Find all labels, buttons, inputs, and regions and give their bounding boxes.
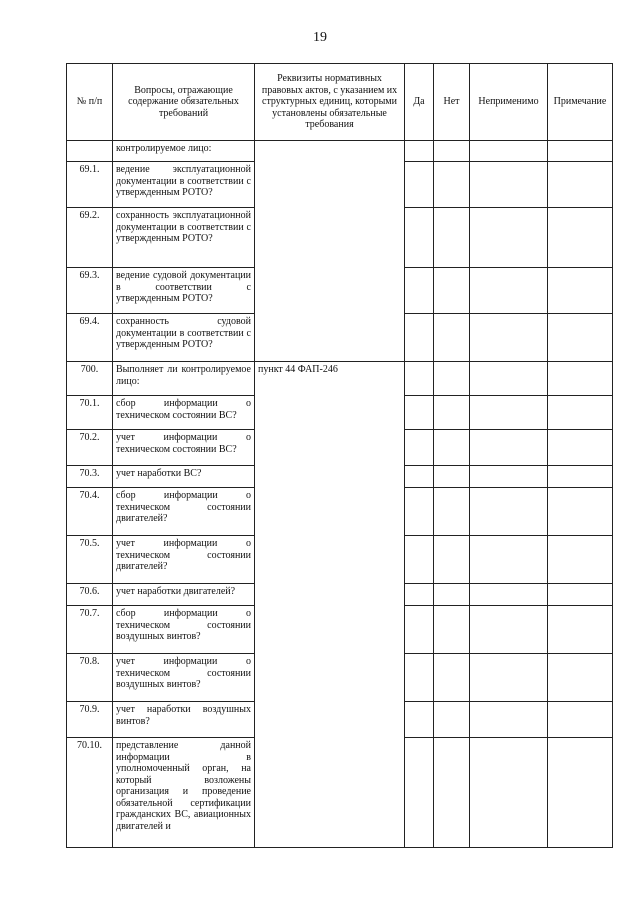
row-question: представление данной информации в уполномоченный орган, на который возложены организация и проведение обязательной сертификации гражданских ВС, авиационных двигателей и bbox=[113, 738, 255, 848]
row-question: контролируемое лицо: bbox=[113, 141, 255, 162]
answer-no-cell[interactable] bbox=[434, 208, 470, 268]
row-num: 70.8. bbox=[67, 654, 113, 702]
row-num bbox=[67, 141, 113, 162]
checklist-table bbox=[66, 63, 613, 848]
answer-no-cell[interactable] bbox=[434, 654, 470, 702]
answer-no-cell[interactable] bbox=[434, 738, 470, 848]
answer-no-cell[interactable] bbox=[434, 606, 470, 654]
header-requisites: Реквизиты нормативных правовых актов, с указанием их структурных единиц, которыми установлены обязательные требования bbox=[255, 64, 405, 141]
row-num: 69.4. bbox=[67, 314, 113, 362]
note-cell[interactable] bbox=[548, 606, 613, 654]
note-cell[interactable] bbox=[548, 654, 613, 702]
answer-na-cell[interactable] bbox=[470, 654, 548, 702]
answer-yes-cell[interactable] bbox=[405, 738, 434, 848]
row-question: учет наработки воздушных винтов? bbox=[113, 702, 255, 738]
answer-yes-cell[interactable] bbox=[405, 466, 434, 488]
row-num: 70.9. bbox=[67, 702, 113, 738]
header-no: Нет bbox=[434, 64, 470, 141]
note-cell[interactable] bbox=[548, 702, 613, 738]
row-num: 69.2. bbox=[67, 208, 113, 268]
page-number: 19 bbox=[313, 30, 327, 45]
answer-no-cell[interactable] bbox=[434, 488, 470, 536]
row-num: 69.1. bbox=[67, 162, 113, 208]
answer-no-cell[interactable] bbox=[434, 314, 470, 362]
row-question: сбор информации о техническом состоянии двигателей? bbox=[113, 488, 255, 536]
row-num: 70.6. bbox=[67, 584, 113, 606]
answer-na-cell[interactable] bbox=[470, 536, 548, 584]
answer-no-cell[interactable] bbox=[434, 702, 470, 738]
answer-yes-cell[interactable] bbox=[405, 606, 434, 654]
answer-no-cell[interactable] bbox=[434, 584, 470, 606]
answer-yes-cell[interactable] bbox=[405, 362, 434, 396]
note-cell[interactable] bbox=[548, 430, 613, 466]
row-question: учет информации о техническом состоянии ВС? bbox=[113, 430, 255, 466]
note-cell[interactable] bbox=[548, 314, 613, 362]
row-num: 70.2. bbox=[67, 430, 113, 466]
row-num: 70.3. bbox=[67, 466, 113, 488]
answer-no-cell[interactable] bbox=[434, 396, 470, 430]
note-cell[interactable] bbox=[548, 396, 613, 430]
answer-yes-cell[interactable] bbox=[405, 654, 434, 702]
note-cell[interactable] bbox=[548, 738, 613, 848]
note-cell[interactable] bbox=[548, 362, 613, 396]
row-num: 70.10. bbox=[67, 738, 113, 848]
answer-yes-cell[interactable] bbox=[405, 162, 434, 208]
row-question: сохранность эксплуатационной документации в соответствии с утвержденным РОТО? bbox=[113, 208, 255, 268]
answer-yes-cell[interactable] bbox=[405, 268, 434, 314]
answer-na-cell[interactable] bbox=[470, 208, 548, 268]
header-note: Примечание bbox=[548, 64, 613, 141]
answer-no-cell[interactable] bbox=[434, 268, 470, 314]
row-num: 70.5. bbox=[67, 536, 113, 584]
answer-no-cell[interactable] bbox=[434, 536, 470, 584]
answer-na-cell[interactable] bbox=[470, 162, 548, 208]
answer-yes-cell[interactable] bbox=[405, 314, 434, 362]
note-cell[interactable] bbox=[548, 141, 613, 162]
row-num: 70.1. bbox=[67, 396, 113, 430]
note-cell[interactable] bbox=[548, 162, 613, 208]
header-num: № п/п bbox=[67, 64, 113, 141]
answer-no-cell[interactable] bbox=[434, 430, 470, 466]
row-num: 70.4. bbox=[67, 488, 113, 536]
header-row bbox=[67, 64, 613, 141]
row-question: сохранность судовой документации в соответствии с утвержденным РОТО? bbox=[113, 314, 255, 362]
answer-no-cell[interactable] bbox=[434, 466, 470, 488]
row-question: учет наработки двигателей? bbox=[113, 584, 255, 606]
row-num: 70.7. bbox=[67, 606, 113, 654]
answer-na-cell[interactable] bbox=[470, 430, 548, 466]
answer-no-cell[interactable] bbox=[434, 141, 470, 162]
answer-na-cell[interactable] bbox=[470, 362, 548, 396]
row-question: Выполняет ли контролируемое лицо: bbox=[113, 362, 255, 396]
note-cell[interactable] bbox=[548, 208, 613, 268]
answer-na-cell[interactable] bbox=[470, 466, 548, 488]
answer-yes-cell[interactable] bbox=[405, 396, 434, 430]
answer-na-cell[interactable] bbox=[470, 396, 548, 430]
answer-na-cell[interactable] bbox=[470, 702, 548, 738]
answer-yes-cell[interactable] bbox=[405, 430, 434, 466]
row-requisite bbox=[255, 141, 405, 362]
answer-yes-cell[interactable] bbox=[405, 208, 434, 268]
row-question: учет информации о техническом состоянии двигателей? bbox=[113, 536, 255, 584]
header-na: Неприменимо bbox=[470, 64, 548, 141]
answer-na-cell[interactable] bbox=[470, 314, 548, 362]
header-yes: Да bbox=[405, 64, 434, 141]
row-question: сбор информации о техническом состоянии ВС? bbox=[113, 396, 255, 430]
table-row bbox=[67, 141, 613, 162]
answer-yes-cell[interactable] bbox=[405, 488, 434, 536]
row-requisite: пункт 44 ФАП-246 bbox=[255, 362, 405, 848]
row-question: учет наработки ВС? bbox=[113, 466, 255, 488]
header-question: Вопросы, отражающие содержание обязательных требований bbox=[113, 64, 255, 141]
row-question: ведение судовой документации в соответствии с утвержденным РОТО? bbox=[113, 268, 255, 314]
answer-na-cell[interactable] bbox=[470, 488, 548, 536]
note-cell[interactable] bbox=[548, 466, 613, 488]
note-cell[interactable] bbox=[548, 584, 613, 606]
row-question: сбор информации о техническом состоянии воздушных винтов? bbox=[113, 606, 255, 654]
answer-na-cell[interactable] bbox=[470, 141, 548, 162]
row-num: 69.3. bbox=[67, 268, 113, 314]
note-cell[interactable] bbox=[548, 268, 613, 314]
answer-na-cell[interactable] bbox=[470, 584, 548, 606]
answer-na-cell[interactable] bbox=[470, 738, 548, 848]
table-row bbox=[67, 362, 613, 396]
answer-na-cell[interactable] bbox=[470, 606, 548, 654]
note-cell[interactable] bbox=[548, 488, 613, 536]
answer-yes-cell[interactable] bbox=[405, 536, 434, 584]
answer-no-cell[interactable] bbox=[434, 362, 470, 396]
answer-yes-cell[interactable] bbox=[405, 584, 434, 606]
row-question: учет информации о техническом состоянии воздушных винтов? bbox=[113, 654, 255, 702]
note-cell[interactable] bbox=[548, 536, 613, 584]
row-question: ведение эксплуатационной документации в соответствии с утвержденным РОТО? bbox=[113, 162, 255, 208]
answer-na-cell[interactable] bbox=[470, 268, 548, 314]
answer-yes-cell[interactable] bbox=[405, 702, 434, 738]
answer-no-cell[interactable] bbox=[434, 162, 470, 208]
row-num: 700. bbox=[67, 362, 113, 396]
answer-yes-cell[interactable] bbox=[405, 141, 434, 162]
